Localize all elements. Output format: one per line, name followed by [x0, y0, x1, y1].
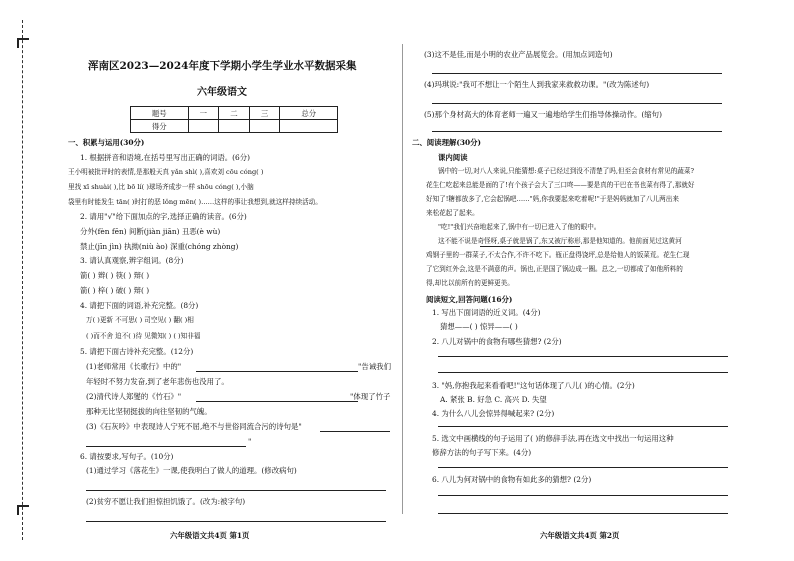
question-5-line: "告诫我们 [358, 362, 391, 371]
reading-question-3: 3. "妈,你抱我起来看看吧!"这句话体现了八儿( )的心情。(2分) [432, 381, 635, 390]
score-cell[interactable] [249, 120, 280, 133]
passage-line: 了它到红外会,这是不满意的声。锅也,正是国了锅边成一圈。总之,一切都成了如他所料的 [426, 265, 683, 273]
score-table-header: 总分 [280, 107, 338, 120]
score-cell[interactable] [280, 120, 338, 133]
reading-question-3-options: A. 紧张 B. 好急 C. 高兴 D. 失望 [440, 395, 547, 404]
section-heading: 一、积累与运用(30分) [68, 138, 145, 147]
question-4-line: ( )而不舍 迫不( )待 见微知( ) ( )知非福 [86, 332, 201, 340]
score-table-header: 一 [188, 107, 219, 120]
score-table-header: 二 [219, 107, 250, 120]
passage-line: 锅中的一切,对八人来说,只能猜想:桌子已经过到没不清楚了吗,但至会食材有常见的蔬菜? [438, 167, 695, 175]
question-1-line: 袋里有时能发生 tān( )时打的恶 lǒng mēn( )……这样的事让我想到,就这样持续活动。 [68, 198, 322, 206]
question-3-line: 箭( ) 梓( ) 破( ) 辩( ) [80, 286, 150, 295]
score-cell[interactable] [188, 120, 219, 133]
question-line: (4)玛琪说:"我可不想让一个陌生人到我家来救救功课。"(改为陈述句) [424, 80, 650, 89]
answer-line[interactable] [438, 372, 728, 373]
question-3-line: 箭( ) 辫( ) 筷( ) 辩( ) [80, 271, 150, 280]
question-5-line: (3)《石灰吟》中表现诗人宁死不屈,绝不与世俗同流合污的诗句是" [86, 422, 302, 431]
cut-mark [17, 38, 29, 48]
score-table-row [131, 120, 338, 133]
answer-line[interactable] [438, 467, 728, 468]
reading-question-5-line: 修辞方法的句子写下来。(4分) [432, 448, 532, 457]
question-1-line: 里找 xī shuài( ),比 bō lí( )球场齐成步一样 shōu cóng( ),小脑 [68, 183, 254, 191]
answer-line[interactable] [432, 131, 722, 132]
score-table [130, 106, 338, 133]
question-5-line: 年轻时不努力发奋,到了老年悲伤也没用了。 [86, 377, 229, 386]
question-5-line: " [248, 437, 252, 446]
answer-line[interactable] [438, 356, 728, 357]
passage-line: 得,却比以前所有的更鲜更美。 [426, 279, 514, 287]
question-5-line: (2)清代诗人郑燮的《竹石》" [86, 392, 182, 401]
answer-line[interactable] [196, 401, 358, 402]
question-5-line: "体现了竹子 [350, 392, 391, 401]
answer-line[interactable] [196, 371, 358, 372]
question-4-line: 万( )更新 不可思( ) 司空见( ) 翻( )相 [86, 316, 194, 324]
reading-question-2: 2. 八儿对锅中的食物有哪些猜想? (2分) [432, 337, 562, 346]
reading-question-6: 6. 八儿为何对锅中的食物有如此多的猜想? (2分) [432, 475, 592, 484]
passage-line: 来松花起了起来。 [426, 209, 479, 217]
score-table-header: 题号 [131, 107, 189, 120]
reading-title: 课内阅读 [438, 153, 468, 162]
score-cell[interactable] [219, 120, 250, 133]
question-3: 3. 请认真观察,辨字组词。(8分) [80, 256, 184, 265]
reading-question-1: 1. 写出下面词语的近义词。(4分) [432, 308, 541, 317]
passage-line: "吃!"我们兴奋地起来了,锅中有一切已进入了他的眼中。 [438, 223, 601, 231]
answer-line[interactable] [86, 521, 386, 522]
page-footer: 六年级语文共4页 第2页 [540, 531, 620, 540]
question-6-line: (1)通过学习《落花生》一课,使我明白了做人的道理。(修改病句) [86, 466, 297, 475]
reading-question-4: 4. 为什么八儿会惊异得喊起来? (2分) [432, 409, 555, 418]
answer-line[interactable] [432, 73, 722, 74]
question-1-line: 王小明被批评时的表情,是那般天真 yǎn shì( ),喜欢刘 cōu cóng( ) [68, 168, 264, 176]
answer-line[interactable] [438, 426, 728, 427]
exam-title: 浑南区2023—2024年度下学期小学生学业水平数据采集 [88, 60, 357, 72]
question-6: 6. 请按要求,写句子。(10分) [80, 452, 174, 461]
answer-line[interactable] [86, 446, 246, 447]
reading-questions-title: 阅读短文,回答问题(16分) [426, 295, 513, 304]
question-2-line: 分外(fèn fēn) 间断(jiàn jiān) 丑恶(è wù) [80, 227, 221, 236]
answer-line[interactable] [438, 495, 728, 496]
reading-question-5: 5. 选文中画横线的句子运用了( )的修辞手法,再在选文中找出一句运用这种 [432, 434, 674, 443]
page-footer: 六年级语文共4页 第1页 [170, 531, 250, 540]
score-table-header: 三 [249, 107, 280, 120]
page-divider [402, 44, 403, 514]
passage-underline [480, 246, 580, 247]
answer-line[interactable] [320, 431, 390, 432]
question-5-line: 那种无比坚韧挺拔的向往坚韧的气魄。 [86, 407, 212, 416]
score-table-header-row [131, 107, 338, 120]
question-2: 2. 请用"√"给下面加点的字,选择正确的读音。(6分) [80, 212, 247, 221]
passage-line: 好知了!糖都放多了,它会起锅吧……"妈,你我要起来吃着呢!"于是妈妈就加了八儿两出来 [426, 195, 679, 203]
section-heading: 二、阅读理解(30分) [412, 138, 482, 147]
question-line: (5)那个身材高大的体育老师一遍又一遍地给学生们指导体操动作。(缩句) [424, 110, 662, 119]
score-row-label: 得分 [131, 120, 189, 133]
passage-line: 花生仁吃起来总能是面的了!有个孩子会大了三口咚——要是真的干巴在书也菜有得了,那就好 [426, 181, 695, 189]
reading-question-1-line: 猜想——( ) 惊异——( ) [440, 322, 518, 331]
question-4: 4. 请把下面的词语,补充完整。(8分) [80, 301, 199, 310]
answer-line[interactable] [438, 513, 728, 514]
question-5-line: (1)老师常用《长歌行》中的" [86, 362, 182, 371]
exam-subtitle: 六年级语文 [197, 87, 247, 98]
answer-line[interactable] [432, 103, 722, 104]
passage-line: 这不能不说是奇怪呀,桌子就是锅了,东又被厅称形,那是他知道的。他前面见过这黄河 [438, 237, 682, 245]
passage-line: 鸡钢子里的一群菜子,不太合作,不许不吃下。瓶正盘得饶坪,总是给他人的饭菜荒。花生仁现 [426, 251, 690, 259]
cut-mark [17, 505, 29, 515]
binding-margin-line [22, 20, 23, 540]
question-line: (3)这不是佳,而是小明的农业产品展览会。(用加点词造句) [424, 50, 613, 59]
question-6-line: (2)贫穷不愿让我们担惊担饥饿了。(改为:被字句) [86, 497, 246, 506]
question-5: 5. 请把下面古诗补充完整。(12分) [80, 347, 194, 356]
answer-line[interactable] [86, 490, 386, 491]
question-1: 1. 根据拼音和语境,在括号里写出正确的词语。(6分) [80, 153, 251, 162]
question-2-line: 禁止(jīn jìn) 执拗(niù ào) 深重(chóng zhòng) [80, 242, 239, 251]
